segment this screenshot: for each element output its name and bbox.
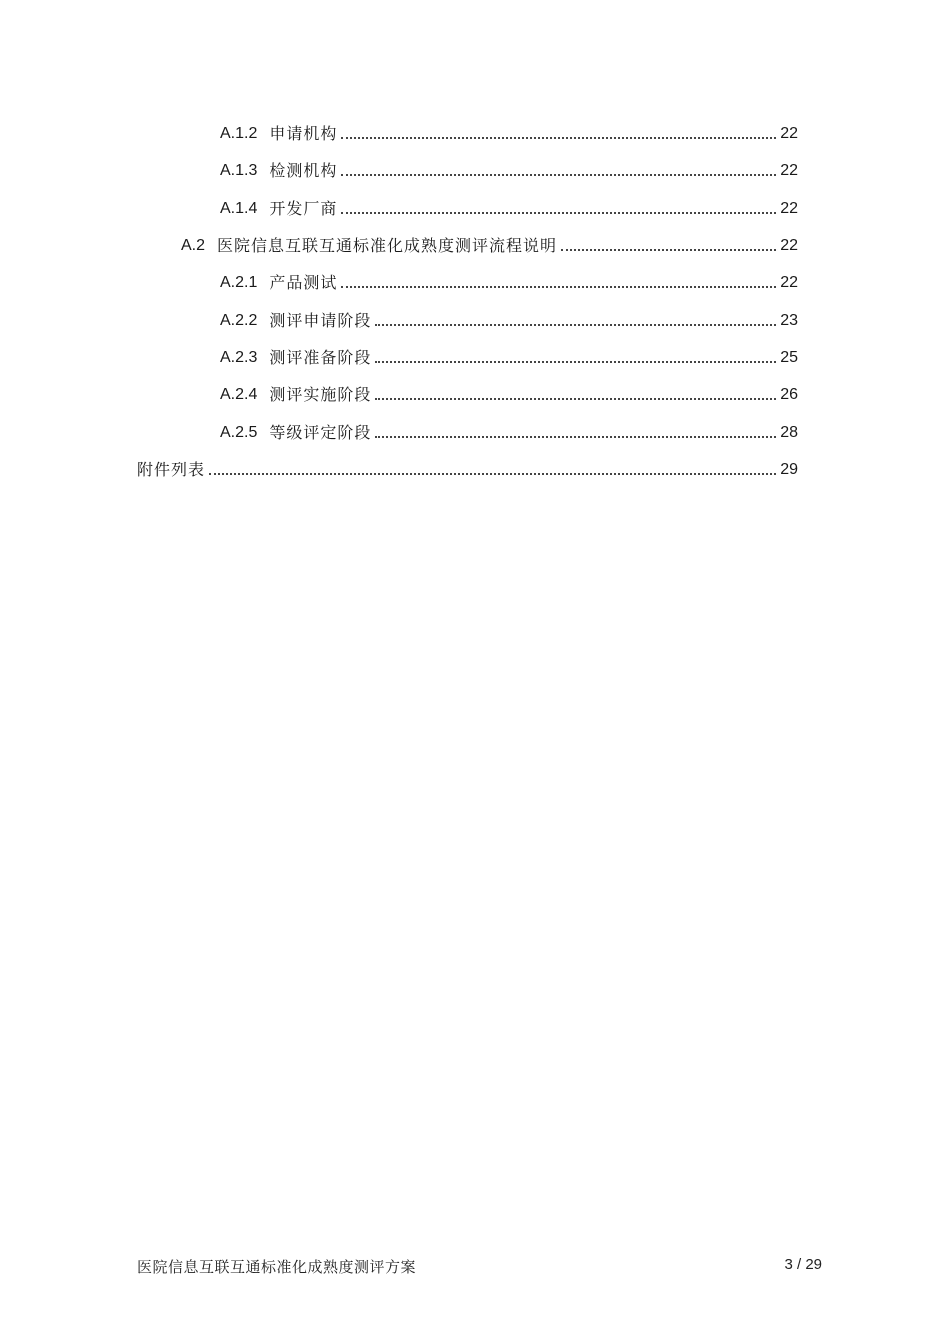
toc-entry-title: 产品测试: [269, 273, 338, 292]
toc-leader-dots: [375, 361, 776, 363]
toc-entry-title: 开发厂商: [269, 199, 338, 218]
toc-entry-page: 22: [780, 274, 798, 291]
toc-entry-number: A.1.3: [220, 162, 258, 179]
toc-entry-page: 23: [780, 312, 798, 329]
toc-entry-title: 测评准备阶段: [269, 348, 372, 367]
toc-entry-number: A.2.5: [220, 424, 258, 441]
page-footer: [137, 1256, 822, 1277]
toc-entry-number: A.2.1: [220, 274, 258, 291]
toc-entry-number: A.1.4: [220, 200, 258, 217]
toc-entry-page: 22: [780, 162, 798, 179]
toc-entry-page: 22: [780, 237, 798, 254]
toc-entry-number: A.1.2: [220, 125, 258, 142]
toc-entry-page: 22: [780, 200, 798, 217]
toc-entry-a-2-2[interactable]: [220, 305, 798, 331]
toc-entry-a-1-2[interactable]: [220, 118, 798, 144]
toc-entry-number: A.2.2: [220, 312, 258, 329]
toc-entry-a-1-3[interactable]: [220, 155, 798, 181]
toc-entry-title: 检测机构: [269, 161, 338, 180]
toc-entry-number: A.2: [181, 237, 206, 254]
toc-entry-number: A.2.4: [220, 386, 258, 403]
toc-leader-dots: [375, 398, 776, 400]
toc-leader-dots: [375, 436, 776, 438]
toc-leader-dots: [341, 212, 776, 214]
toc-entry-attachments[interactable]: [137, 454, 798, 480]
toc-entry-number: A.2.3: [220, 349, 258, 366]
toc-entry-page: 28: [780, 424, 798, 441]
toc-leader-dots: [561, 249, 776, 251]
toc-leader-dots: [341, 137, 776, 139]
toc-entry-a-2-1[interactable]: [220, 267, 798, 293]
footer-page-number: 3 / 29: [784, 1256, 822, 1273]
toc-leader-dots: [341, 286, 776, 288]
toc-entry-a-1-4[interactable]: [220, 193, 798, 219]
toc-leader-dots: [375, 324, 776, 326]
toc-entry-a-2[interactable]: [181, 230, 798, 256]
toc-entry-title: 等级评定阶段: [269, 423, 372, 442]
toc-entry-page: 26: [780, 386, 798, 403]
toc-leader-dots: [341, 174, 776, 176]
toc-entry-a-2-4[interactable]: [220, 379, 798, 405]
toc-entry-title: 医院信息互联互通标准化成熟度测评流程说明: [217, 236, 558, 255]
toc-leader-dots: [209, 473, 776, 475]
toc-entry-page: 22: [780, 125, 798, 142]
footer-document-title: 医院信息互联互通标准化成熟度测评方案: [137, 1258, 417, 1276]
toc-entry-a-2-5[interactable]: [220, 417, 798, 443]
toc-entry-title: 附件列表: [137, 460, 206, 479]
toc-entry-page: 25: [780, 349, 798, 366]
toc-entry-title: 测评实施阶段: [269, 385, 372, 404]
toc-entry-title: 测评申请阶段: [269, 311, 372, 330]
toc-entry-a-2-3[interactable]: [220, 342, 798, 368]
toc-entry-page: 29: [780, 461, 798, 478]
toc-entry-title: 申请机构: [269, 124, 338, 143]
